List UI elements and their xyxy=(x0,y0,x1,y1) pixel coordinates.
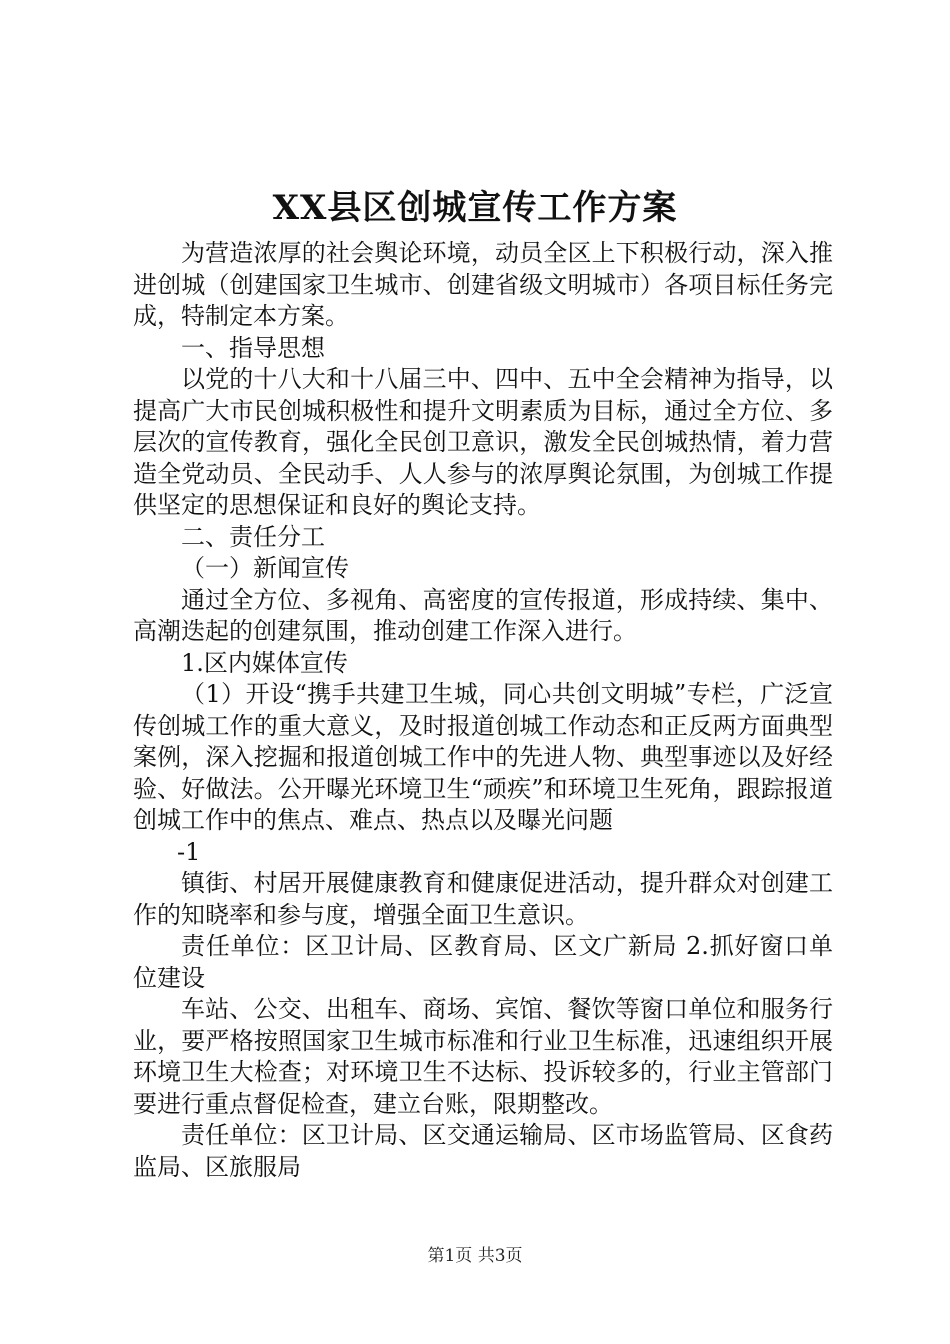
page-footer: 第1页 共3页 xyxy=(427,1246,523,1266)
page-break-marker: -1 xyxy=(177,837,201,866)
section-heading-guiding-ideology: 一、指导思想 xyxy=(181,333,325,362)
news-publicity-paragraph: 通过全方位、多视角、高密度的宣传报道，形成持续、集中、高潮迭起的创建氛围，推动创建工作深入进行。 xyxy=(133,585,833,645)
subsection-heading-news-publicity: （一）新闻宣传 xyxy=(181,554,349,582)
document-title: XX县区创城宣传工作方案 xyxy=(272,188,678,228)
section-heading-responsibilities: 二、责任分工 xyxy=(181,522,325,551)
district-media-paragraph: （1）开设“携手共建卫生城，同心共创文明城”专栏，广泛宣传创城工作的重大意义，及时报道创城工作动态和正反两方面典型案例，深入挖掘和报道创城工作中的先进人物、典型事迹以及好经验、好做法。公开曝光环境卫生“顽疾”和环境卫生死角，跟踪报道创城工作中的焦点、难点、热点以及曝光问题 xyxy=(133,680,833,834)
window-units-paragraph: 车站、公交、出租车、商场、宾馆、餐饮等窗口单位和服务行业，要严格按照国家卫生城市标准和行业卫生标准，迅速组织开展环境卫生大检查；对环境卫生不达标、投诉较多的，行业主管部门要进行重点督促检查，建立台账，限期整改。 xyxy=(133,995,833,1118)
responsible-units-line-1: 责任单位：区卫计局、区教育局、区文广新局 2.抓好窗口单位建设 xyxy=(133,932,833,992)
document-body xyxy=(133,238,833,1183)
guiding-ideology-paragraph: 以党的十八大和十八届三中、四中、五中全会精神为指导，以提高广大市民创城积极性和提升文明素质为目标，通过全方位、多层次的宣传教育，强化全民创卫意识，激发全民创城热情，着力营造全党动员、全民动手、人人参与的浓厚舆论氛围，为创城工作提供坚定的思想保证和良好的舆论支持。 xyxy=(133,365,833,519)
health-education-paragraph: 镇街、村居开展健康教育和健康促进活动，提升群众对创建工作的知晓率和参与度，增强全面卫生意识。 xyxy=(133,869,833,929)
item-heading-district-media: 1.区内媒体宣传 xyxy=(181,648,348,677)
intro-paragraph: 为营造浓厚的社会舆论环境，动员全区上下积极行动，深入推进创城（创建国家卫生城市、创建省级文明城市）各项目标任务完成，特制定本方案。 xyxy=(133,239,833,330)
responsible-units-line-2: 责任单位：区卫计局、区交通运输局、区市场监管局、区食药监局、区旅服局 xyxy=(133,1121,833,1181)
